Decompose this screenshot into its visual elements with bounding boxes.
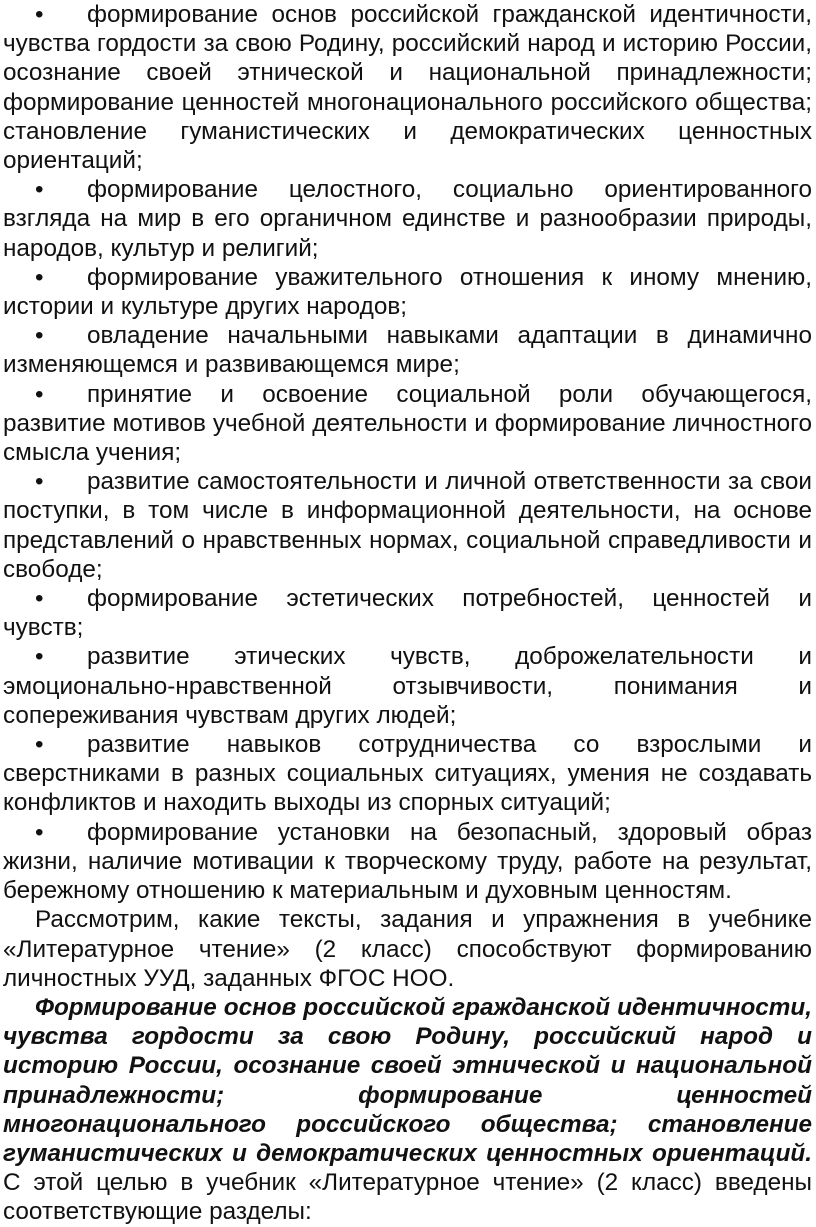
- list-item: [3, 263, 812, 321]
- bullet-icon: •: [35, 468, 44, 496]
- paragraph-section: [3, 993, 812, 1227]
- list-item-text: принятие и освоение социальной роли обучающегося, развитие мотивов учебной деятельности и формирование личностного смысла учения;: [3, 380, 812, 467]
- bullet-icon: •: [35, 176, 44, 204]
- list-item: [3, 467, 812, 584]
- list-item: [3, 584, 812, 642]
- list-item: [3, 730, 812, 818]
- list-item-text: овладение начальными навыками адаптации в динамично изменяющемся и развивающемся мире;: [3, 322, 812, 379]
- list-item-text: формирование эстетических потребностей, ценностей и чувств;: [3, 585, 812, 642]
- list-item: [3, 175, 812, 263]
- list-item-text: формирование целостного, социально ориентированного взгляда на мир в его органичном единстве и разнообразии природы, народов, культур и религий;: [3, 176, 812, 262]
- bullet-icon: •: [35, 263, 44, 291]
- list-item-text: развитие самостоятельности и личной ответственности за свои поступки, в том числе в информационной деятельности, на основе представлений о нравственных нормах, социальной справедливости и свободе;: [3, 468, 812, 583]
- list-item: [3, 642, 812, 730]
- bullet-icon: •: [35, 643, 44, 671]
- list-item: [3, 818, 812, 906]
- list-item-text: формирование уважительного отношения к иному мнению, истории и культуре других народов;: [3, 263, 812, 321]
- bullet-icon: •: [35, 380, 44, 408]
- list-item-text: формирование установки на безопасный, здоровый образ жизни, наличие мотивации к творческому труду, работе на результат, бережному отношению к материальным и духовным ценностям.: [3, 818, 812, 905]
- paragraph-rest: С этой целью в учебник «Литературное чтение» (2 класс) введены соответствующие разделы:: [3, 1169, 812, 1226]
- bullet-icon: •: [35, 731, 44, 759]
- bullet-icon: •: [35, 585, 44, 613]
- list-item: [3, 0, 812, 175]
- list-item: [3, 380, 812, 468]
- paragraph-intro: Рассмотрим, какие тексты, задания и упражнения в учебнике «Литературное чтение» (2 класс) способствуют формированию личностных УУД, заданных ФГОС НОО.: [3, 906, 812, 992]
- bullet-icon: •: [35, 1, 44, 28]
- list-item-text: развитие навыков сотрудничества со взрослыми и сверстниками в разных социальных ситуациях, умения не создавать конфликтов и находить выходы из спорных ситуаций;: [3, 731, 812, 817]
- list-item-text: развитие этических чувств, доброжелательности и эмоционально-нравственной отзывчивости, понимания и сопереживания чувствам других людей;: [3, 643, 812, 729]
- bullet-icon: •: [35, 818, 44, 846]
- paragraph-lead-emphasis: Формирование основ российской гражданской идентичности, чувства гордости за свою Родину, российский народ и историю России, осознание своей этнической и национальной принадлежности; формирование ценностей многонационального российского общества; становление гуманистических и демократических ценностных ориентаций.: [3, 993, 812, 1167]
- bullet-icon: •: [35, 322, 44, 350]
- list-item-text: формирование основ российской гражданской идентичности, чувства гордости за свою Родину, российский народ и историю России, осознание своей этнической и национальной принадлежности; формирование ценностей многонационального российского общества; становление гуманистических и демократических ценностных ориентаций;: [3, 1, 812, 175]
- list-item: [3, 321, 812, 379]
